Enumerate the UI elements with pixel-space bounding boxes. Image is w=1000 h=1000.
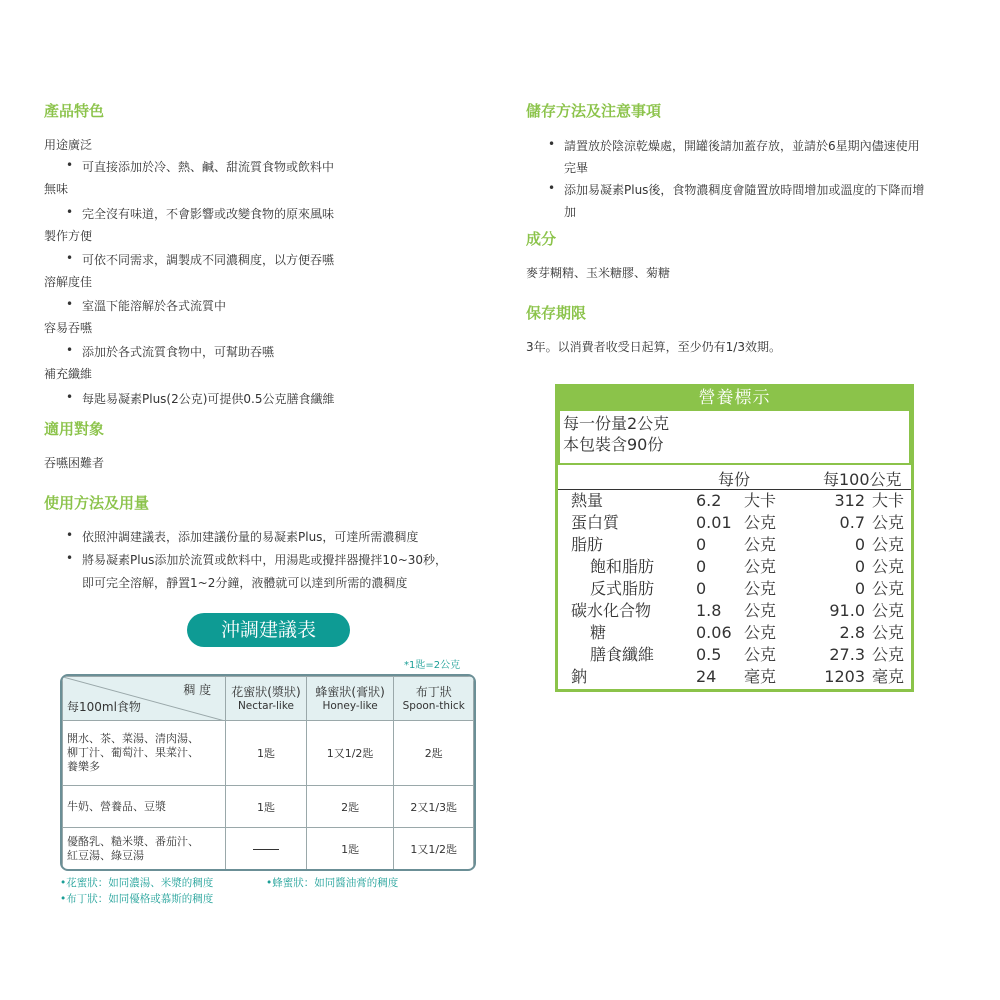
- per-100g-value: 0: [854, 535, 865, 554]
- food-cell: [63, 828, 226, 870]
- feature-bullet: • 可直接添加於冷、熱、鹹、甜流質食物或飲料中: [44, 158, 334, 175]
- per-serving-unit: 大卡: [744, 491, 777, 510]
- nutrition-row: [558, 490, 911, 512]
- per-serving-value: 0.5: [696, 645, 722, 664]
- shelf-title: 保存期限: [526, 304, 587, 322]
- nutrient-name: 飽和脂肪: [590, 557, 655, 576]
- per-100g-unit: 大卡: [872, 491, 905, 510]
- mix-table: [60, 674, 476, 871]
- per-100g-value: 0: [854, 557, 865, 576]
- legend-item: •布丁狀：如同優格或慕斯的稠度: [60, 893, 214, 905]
- value-cell: 1又1/2匙: [306, 721, 394, 786]
- value-cell: 2匙: [394, 721, 474, 786]
- per-100g-value: 0.7: [839, 513, 865, 532]
- per-serving-unit: 公克: [744, 557, 777, 576]
- feature-title: 製作方便: [44, 229, 93, 243]
- legend-item: •蜂蜜狀：如同醬油膏的稠度: [266, 877, 399, 889]
- nutrition-row: [558, 666, 911, 688]
- per-100g-value: 91.0: [829, 601, 865, 620]
- corner-top: 稠 度: [183, 682, 212, 697]
- mix-corner-cell: [63, 677, 226, 721]
- nutrition-row: [558, 622, 911, 644]
- usage-bullet: • 依照沖調建議表，添加建議份量的易凝素Plus，可達所需濃稠度: [44, 528, 418, 545]
- per-serving-unit: 公克: [744, 579, 777, 598]
- nutrition-title: 營養標示: [558, 387, 911, 409]
- per-serving-unit: 公克: [744, 645, 777, 664]
- feature-title: 補充纖維: [44, 367, 93, 381]
- shelf-text: 3年。以消費者收受日起算，至少仍有1/3效期。: [526, 340, 781, 354]
- servings-per-pack: 本包裝含90份: [563, 435, 664, 454]
- per-100g-unit: 公克: [872, 557, 905, 576]
- value-cell: [226, 828, 307, 870]
- nutrient-name: 膳食纖維: [590, 645, 655, 664]
- per-100g-unit: 公克: [872, 601, 905, 620]
- feature-bullet: • 完全沒有味道，不會影響或改變食物的原來風味: [44, 205, 334, 222]
- nutrition-panel: [555, 384, 914, 692]
- per-100g-value: 27.3: [829, 645, 865, 664]
- target-text: 吞嚥困難者: [44, 456, 105, 470]
- per-100g-value: 312: [834, 491, 865, 510]
- per-100g-unit: 公克: [872, 623, 905, 642]
- serving-size: 每一份量2公克: [563, 414, 670, 433]
- storage-title: 儲存方法及注意事項: [526, 102, 662, 120]
- header-spoon: [394, 677, 474, 721]
- per-100g-unit: 公克: [872, 513, 905, 532]
- header-zh: 蜂蜜狀(膏狀): [315, 684, 385, 699]
- usage-bullet: • 將易凝素Plus添加於流質或飲料中，用湯匙或攪拌器攪拌10~30秒，: [44, 551, 447, 568]
- col-per-serving: 每份: [718, 470, 751, 489]
- feature-title: 無味: [44, 182, 69, 196]
- feature-bullet: • 添加於各式流質食物中，可幫助吞嚥: [44, 343, 274, 360]
- table-row: [63, 721, 474, 786]
- per-serving-unit: 公克: [744, 601, 777, 620]
- header-zh: 布丁狀: [415, 684, 452, 699]
- food-cell: [63, 721, 226, 786]
- header-zh: 花蜜狀(漿狀): [231, 684, 301, 699]
- per-serving-value: 1.8: [696, 601, 722, 620]
- nutrition-row: [558, 644, 911, 666]
- header-nectar: [226, 677, 307, 721]
- nutrient-name: 碳水化合物: [571, 601, 652, 620]
- nutrition-column-headers: [558, 465, 911, 489]
- per-100g-unit: 公克: [872, 645, 905, 664]
- per-100g-value: 2.8: [839, 623, 865, 642]
- usage-title: 使用方法及用量: [44, 494, 150, 512]
- per-100g-value: 1203: [824, 667, 865, 686]
- per-serving-value: 0: [696, 557, 707, 576]
- table-row: [63, 828, 474, 870]
- value-cell: 2又1/3匙: [394, 786, 474, 828]
- nutrient-name: 糖: [590, 623, 607, 642]
- value-cell: 1匙: [226, 786, 307, 828]
- nutrition-row: [558, 600, 911, 622]
- food-cell: 牛奶、營養品、豆漿: [63, 786, 226, 828]
- per-serving-value: 0.06: [696, 623, 732, 642]
- value-cell: 1又1/2匙: [394, 828, 474, 870]
- header-en: Nectar-like: [237, 699, 295, 712]
- storage-bullet: • 添加易凝素Plus後，食物濃稠度會隨置放時間增加或溫度的下降而增: [526, 181, 924, 198]
- mix-note: *1匙=2公克: [404, 660, 461, 671]
- food-line: 柳丁汁、葡萄汁、果菜汁、: [67, 746, 199, 759]
- usage-continuation: 即可完全溶解，靜置1~2分鐘，液體就可以達到所需的濃稠度: [82, 576, 408, 590]
- header-honey: [306, 677, 394, 721]
- food-line: 開水、茶、菜湯、清肉湯、: [67, 732, 199, 745]
- storage-bullet: • 請置放於陰涼乾燥處，開罐後請加蓋存放，並請於6星期內儘速使用: [526, 137, 920, 154]
- value-cell: 1匙: [306, 828, 394, 870]
- per-100g-unit: 毫克: [872, 667, 905, 686]
- nutrient-name: 蛋白質: [571, 513, 620, 532]
- per-100g-unit: 公克: [872, 579, 905, 598]
- nutrition-row: [558, 512, 911, 534]
- serving-box: [558, 409, 911, 465]
- col-per-100g: 每100公克: [823, 470, 902, 489]
- feature-title: 用途廣泛: [44, 138, 93, 152]
- food-line: 紅豆湯、綠豆湯: [67, 848, 144, 862]
- food-line: 優酪乳、糙米漿、番茄汁、: [67, 834, 199, 848]
- nutrient-name: 脂肪: [571, 535, 604, 554]
- ingredients-title: 成分: [526, 230, 557, 248]
- storage-continuation: 加: [564, 205, 577, 219]
- header-en: Spoon-thick: [402, 699, 465, 712]
- nutrition-row: [558, 578, 911, 600]
- legend-item: •花蜜狀：如同濃湯、米漿的稠度: [60, 877, 214, 889]
- nutrition-rows: [558, 489, 911, 688]
- nutrition-row: [558, 534, 911, 556]
- value-cell: 1匙: [226, 721, 307, 786]
- feature-bullet: • 可依不同需求，調製成不同濃稠度，以方便吞嚥: [44, 251, 334, 268]
- per-serving-unit: 公克: [744, 623, 777, 642]
- header-en: Honey-like: [322, 699, 378, 712]
- mix-table-pill: 沖調建議表: [187, 613, 350, 647]
- per-serving-unit: 公克: [744, 513, 777, 532]
- nutrient-name: 反式脂肪: [590, 579, 655, 598]
- ingredients-text: 麥芽糊精、玉米糖膠、菊糖: [526, 266, 671, 280]
- nutrient-name: 熱量: [571, 491, 604, 510]
- feature-title: 容易吞嚥: [44, 321, 93, 335]
- per-serving-value: 0.01: [696, 513, 732, 532]
- per-100g-value: 0: [854, 579, 865, 598]
- nutrition-row: [558, 556, 911, 578]
- value-cell: 2匙: [306, 786, 394, 828]
- feature-title: 溶解度佳: [44, 275, 93, 289]
- per-serving-unit: 毫克: [744, 667, 777, 686]
- features-title: 產品特色: [44, 102, 105, 120]
- dash-icon: [253, 849, 279, 850]
- per-serving-value: 0: [696, 535, 707, 554]
- nutrient-name: 鈉: [571, 667, 588, 686]
- feature-bullet: • 室溫下能溶解於各式流質中: [44, 297, 226, 314]
- per-serving-value: 24: [696, 667, 717, 686]
- per-serving-value: 0: [696, 579, 707, 598]
- storage-continuation: 完畢: [564, 161, 589, 175]
- corner-bottom: 每100ml食物: [67, 699, 141, 714]
- per-serving-unit: 公克: [744, 535, 777, 554]
- per-serving-value: 6.2: [696, 491, 722, 510]
- food-line: 養樂多: [67, 760, 100, 773]
- table-row: [63, 786, 474, 828]
- target-title: 適用對象: [44, 420, 105, 438]
- per-100g-unit: 公克: [872, 535, 905, 554]
- feature-bullet: • 每匙易凝素Plus(2公克)可提供0.5公克膳食纖維: [44, 390, 335, 407]
